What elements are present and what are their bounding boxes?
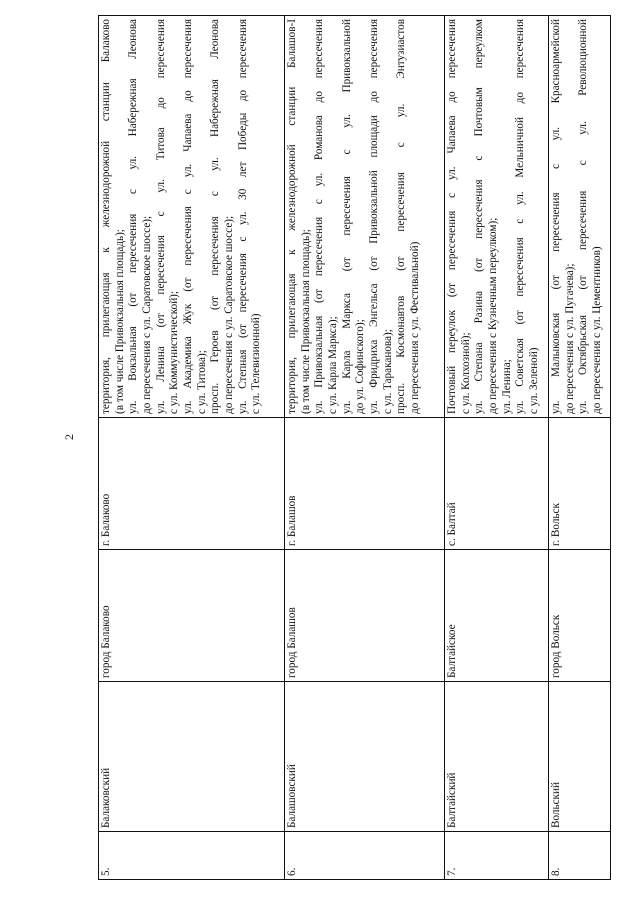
- street-line: до пересечения с ул. Пугачева);: [563, 263, 576, 414]
- municipality-name: город Вольск: [549, 550, 611, 682]
- street-line: с ул. Титова);: [195, 350, 208, 414]
- street-line: до пересечения с ул. Фестивальной): [408, 241, 421, 414]
- table-row: [99, 16, 285, 880]
- street-line: до ул. Софинского);: [354, 319, 367, 414]
- street-line: ул. Фридриха Энгельса (от Привокзальной площади до пересечения: [367, 19, 380, 414]
- table-row: [549, 16, 611, 880]
- page-number: 2: [62, 434, 76, 440]
- streets-cell: [99, 16, 285, 418]
- street-line: (в том числе Привокзальная площадь);: [299, 229, 312, 414]
- street-line: ул. Степная (от пересечения с ул. 30 лет Победы до пересечения: [236, 19, 249, 414]
- street-line: ул. Привокзальная (от пересечения с ул. Романова до пересечения: [313, 19, 326, 414]
- street-line: с ул. Тараканова);: [381, 329, 394, 414]
- street-line: ул. Ленина;: [500, 359, 513, 414]
- street-line: с ул. Колхозной);: [459, 332, 472, 414]
- street-line: до пересечения с ул. Саратовское шоссе);: [222, 215, 235, 414]
- street-line: ул. Вокзальная (от пересечения с ул. Набережная Леонова: [127, 19, 140, 414]
- street-line: ул. Малыковская (от пересечения с ул. Красноармейской: [550, 19, 562, 414]
- street-line: просп. Космонавтов (от пересечения с ул. Энтузиастов: [395, 19, 408, 414]
- street-line: ул. Октябрьская (от пересечения с ул. Революционной: [577, 19, 590, 414]
- street-line: ул. Степана Разина (от пересечения с Почтовым переулком: [473, 19, 486, 414]
- street-line: ул. Ленина (от пересечения с ул. Титова до пересечения: [154, 19, 167, 414]
- locality-name: г. Вольск: [549, 418, 611, 550]
- street-line: с ул. Зеленой): [527, 347, 540, 414]
- street-line: до пересечения с ул. Цементников): [590, 246, 603, 414]
- streets-cell: [549, 16, 611, 418]
- street-line: с ул. Коммунистической);: [168, 290, 181, 414]
- street-line: ул. Советская (от пересечения с ул. Мельничной до пересечения: [514, 19, 527, 414]
- document-table: [98, 15, 611, 880]
- table-row: [445, 16, 549, 880]
- streets-cell: [285, 16, 445, 418]
- street-line: территория, прилегающая к железнодорожной станции Балашов-I: [286, 19, 298, 414]
- rotated-page: [98, 16, 610, 880]
- locality-name: с. Балтай: [445, 418, 549, 550]
- district-name: Вольский: [549, 682, 611, 832]
- table-row: [285, 16, 445, 880]
- street-line: до пересечения с ул. Саратовское шоссе);: [140, 215, 153, 414]
- street-line: (в том числе Привокзальная площадь);: [113, 229, 126, 414]
- street-line: ул. Карла Маркса (от пересечения с ул. Привокзальной: [340, 19, 353, 414]
- row-number: 8.: [549, 832, 611, 880]
- row-number: 5.: [99, 832, 285, 880]
- street-line: ул. Академика Жук (от пересечения с ул. Чапаева до пересечения: [181, 19, 194, 414]
- street-line: территория, прилегающая к железнодорожной станции Балаково: [100, 19, 112, 414]
- streets-cell: [445, 16, 549, 418]
- street-line: Почтовый переулок (от пересечения с ул. Чапаева до пересечения: [446, 19, 458, 414]
- street-line: до пересечения с Кузнечным переулком);: [486, 217, 499, 414]
- street-line: с ул. Карла Маркса);: [326, 316, 339, 414]
- municipality-name: город Балаково: [99, 550, 285, 682]
- district-name: Балашовский: [285, 682, 445, 832]
- municipality-name: Балтайское: [445, 550, 549, 682]
- locality-name: г. Балашов: [285, 418, 445, 550]
- district-name: Балаковский: [99, 682, 285, 832]
- street-line: с ул. Телевизионной): [250, 313, 263, 414]
- municipality-name: город Балашов: [285, 550, 445, 682]
- locality-name: г. Балаково: [99, 418, 285, 550]
- row-number: 6.: [285, 832, 445, 880]
- district-name: Балтайский: [445, 682, 549, 832]
- row-number: 7.: [445, 832, 549, 880]
- street-line: просп. Героев (от пересечения с ул. Набережная Леонова: [209, 19, 222, 414]
